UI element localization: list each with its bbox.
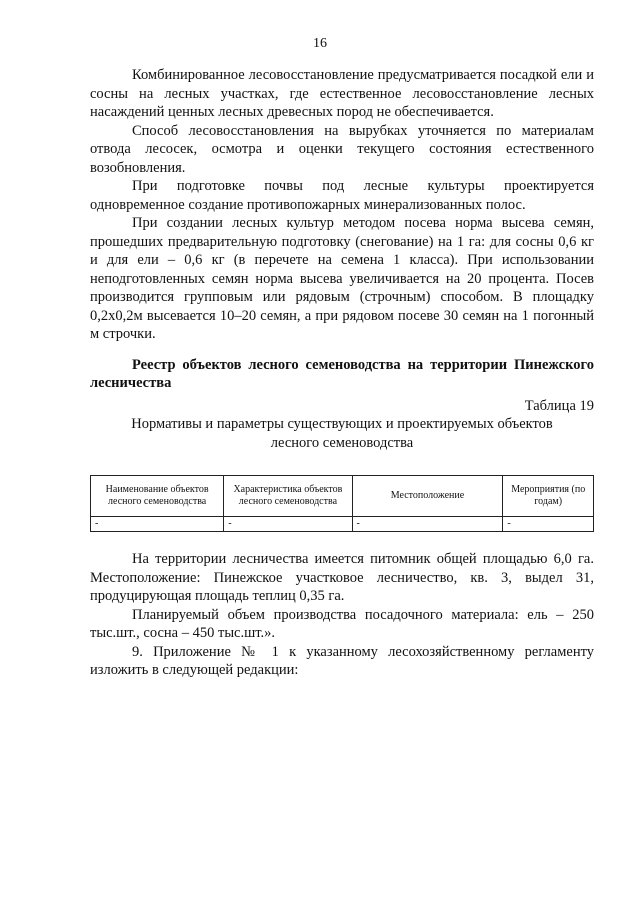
section-heading: Реестр объектов лесного семеноводства на территории Пинежского лесничества [90, 356, 594, 391]
page-number: 16 [313, 36, 327, 51]
column-header: Наименование объектов лесного семеноводства [91, 476, 224, 517]
table-cell: - [91, 517, 224, 532]
table-cell: - [224, 517, 352, 532]
paragraph: На территории лесничества имеется питомник общей площадью 6,0 га. Местоположение: Пинежское участковое лесничество, кв. 3, выдел 31, продуцирующая площадь теплиц 0,35 га. [90, 551, 594, 604]
after-table-section [90, 550, 594, 680]
table-title: Нормативы и параметры существующих и проектируемых объектов лесного семеноводства [131, 416, 553, 451]
column-header: Местоположение [352, 476, 503, 517]
paragraph: 9. Приложение № 1 к указанному лесохозяйственному регламенту изложить в следующей редакции: [90, 643, 594, 678]
paragraph: При создании лесных культур методом посева норма высева семян, прошедших предварительную подготовку (снегование) на 1 га: для сосны 0,6 кг и для ели – 0,6 кг (в перечете на семена 1 класса). При использовании неподготовленных семян норма высева увеличивается на 20 процента. Посев производится групповым или рядовым (строчным) способом. В площадку 0,2х0,2м высевается 10–20 семян, а при рядовом посеве 30 семян на 1 погонный м строчки. [90, 215, 594, 342]
seed-objects-table [90, 475, 594, 532]
table-label: Таблица 19 [524, 397, 594, 414]
paragraph: При подготовке почвы под лесные культуры проектируется одновременное создание противопожарных минерализованных полос. [90, 178, 594, 213]
paragraph: Способ лесовосстановления на вырубках уточняется по материалам отвода лесосек, осмотра и оценки текущего состояния естественного возобновления. [90, 122, 594, 176]
paragraph: Комбинированное лесовосстановление предусматривается посадкой ели и сосны на лесных участках, где естественное лесовосстановление лесных насаждений ценных лесных древесных пород не обеспечивается. [90, 67, 594, 120]
table-cell: - [503, 517, 594, 532]
column-header: Характеристика объектов лесного семеноводства [224, 476, 352, 517]
table-header-row [91, 476, 594, 517]
paragraph: Планируемый объем производства посадочного материала: ель – 250 тыс.шт., сосна – 450 тыс.шт.». [90, 606, 594, 641]
column-header: Мероприятия (по годам) [503, 476, 594, 517]
table-cell: - [352, 517, 503, 532]
table-row [91, 517, 594, 532]
page-content [90, 66, 594, 680]
